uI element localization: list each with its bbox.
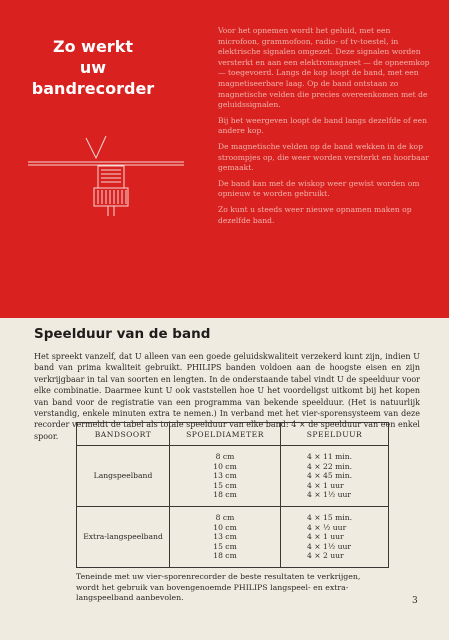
diameter-value: 15 cm — [213, 480, 237, 490]
section-body: Het spreekt vanzelf, dat U alleen van een goede geluidskwaliteit verzekerd kunt zijn, indien U band van prima kwaliteit gebruikt. PHILIPS banden voldoen aan de hoogste eisen en zijn verkrijgbaar in tal van soorten en lengten. In de onderstaande tabel vindt U de speelduur voor elke combinatie. Daarmee kunt U ook vaststellen hoe U het voordeligst uitkomt bij het kopen van band voor de registratie van een programma van bekende speelduur. (Het is natuurlijk verstandig, enkele minuten extra te nemen.) In verband met het vier-sporensysteem van deze recorder vermeldt de tabel als totale speelduur van elke band: 4 × de speelduur van een enkel spoor. — [34, 352, 420, 441]
duration-value: 4 × 22 min. — [307, 461, 353, 471]
duration-value: 4 × 45 min. — [307, 471, 353, 481]
diameter-value: 10 cm — [213, 522, 237, 532]
table-header-row — [77, 423, 389, 446]
diameter-value: 15 cm — [213, 541, 237, 551]
title-line-1: Zo werkt — [53, 37, 133, 56]
duration-value: 4 × 15 min. — [307, 512, 353, 522]
band-type: Extra-langspeelband — [77, 506, 170, 567]
duration-value: 4 × 1 uur — [307, 532, 344, 542]
section-heading: Speelduur van de band — [34, 326, 211, 342]
table-row — [77, 506, 389, 567]
title-line-2: uw — [79, 58, 107, 77]
intro-paragraph-5: Zo kunt u steeds weer nieuwe opnamen maken op dezelfde band. — [218, 204, 412, 225]
diameter-value: 8 cm — [215, 452, 235, 461]
duration-value: 4 × 1 uur — [307, 480, 344, 490]
diameter-list — [170, 506, 281, 567]
intro-paragraph-1: Voor het opnemen wordt het geluid, met een microfoon, grammofoon, radio- of tv-toestel, in elektrische signalen omgezet. Deze signalen worden versterkt en aan een elektromagneet — de opneemkop — toegevoerd. Langs de kop loopt de band, met een magnetiseerbare laag. Op de band ontstaan zo magnetische velden die precies overeenkomen met de geluidssignalen. — [218, 26, 430, 110]
duration-list — [281, 446, 389, 507]
diameter-list — [170, 446, 281, 507]
header-bandsoort: BANDSOORT — [77, 423, 170, 446]
diameter-value: 13 cm — [213, 532, 237, 542]
intro-paragraph-2: Bij het weergeven loopt de band langs dezelfde of een andere kop. — [218, 115, 427, 136]
intro-text — [218, 26, 432, 231]
intro-paragraph-3: De magnetische velden op de band wekken in de kop stroompjes op, die weer worden versterkt en hoorbaar gemaakt. — [218, 141, 429, 173]
band-type: Langspeelband — [77, 446, 170, 507]
duration-value: 4 × 1½ uur — [307, 541, 352, 551]
page-title — [18, 36, 168, 99]
duration-value: 4 × 2 uur — [307, 551, 344, 561]
duration-value: 4 × 11 min. — [307, 452, 353, 461]
diameter-value: 18 cm — [213, 551, 237, 561]
page-number: 3 — [412, 596, 418, 606]
diameter-value: 18 cm — [213, 490, 237, 500]
duration-list — [281, 506, 389, 567]
header-speelduur: SPEELDUUR — [281, 423, 389, 446]
title-line-3: bandrecorder — [31, 79, 155, 98]
playtime-table — [76, 422, 389, 568]
diameter-value: 13 cm — [213, 471, 237, 481]
diameter-value: 8 cm — [215, 512, 235, 522]
duration-value: 4 × ½ uur — [307, 522, 347, 532]
footer-note: Teneinde met uw vier-sporenrecorder de beste resultaten te verkrijgen, wordt het gebruik van bovengenoemde PHILIPS langspeel- en extra-langspeelband aanbevolen. — [76, 572, 361, 603]
header-spoeldiameter: SPOELDIAMETER — [170, 423, 281, 446]
intro-paragraph-4: De band kan met de wiskop weer gewist worden om opnieuw te worden gebruikt. — [218, 178, 420, 199]
duration-value: 4 × 1½ uur — [307, 490, 352, 500]
tape-head-diagram — [26, 128, 186, 218]
table-row — [77, 446, 389, 507]
diameter-value: 10 cm — [213, 461, 237, 471]
